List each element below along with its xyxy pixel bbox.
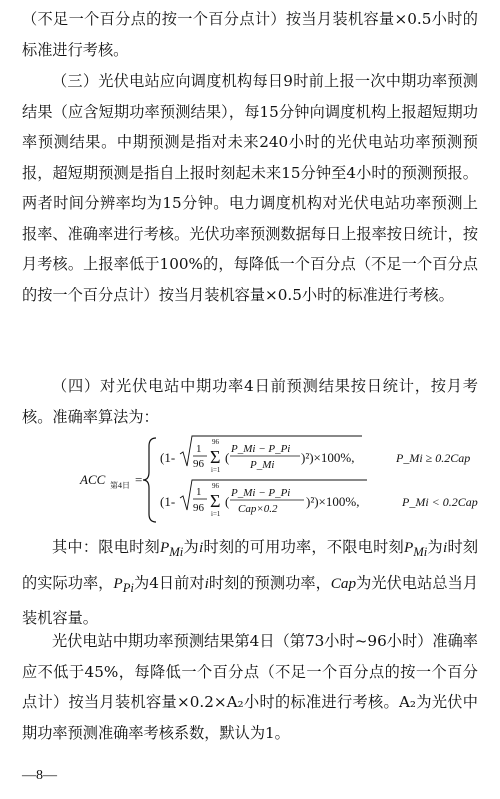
where-text-3: 时刻的可用功率，不限电时刻 xyxy=(203,538,404,556)
case2-tail: )²)×100%, xyxy=(306,494,360,509)
case1-sum-bot: i=1 xyxy=(211,466,221,474)
where-text-7: 时刻的预测功率， xyxy=(208,573,331,592)
paragraph-2: （三）光伏电站应向调度机构每日9时前上报一次中期功率预测结果（应含短期功率预测结果），每15分钟向调度机构上报超短期功率预测结果。中期预测是指对未来240小时的光伏电站功率预测预报，超短期预测是指自上报时刻起未来15分钟至4小时的预测预报。两者时间分辨率均为15分钟。电力调度机构对光伏电站功率预测上报率、准确率进行考核。光伏功率预测数据每日上报率按日统计，按月考核。上报率低于100%的，每降低一个百分点（不足一个百分点的按一个百分点计）按当月装机容量×0.5小时的标准进行考核。 xyxy=(22,72,478,304)
formula-brace xyxy=(143,438,156,522)
paragraph-3: （四）对光伏电站中期功率4日前预测结果按日统计，按月考核。准确率算法为： xyxy=(22,377,478,426)
symbol-cap: Cap xyxy=(330,574,357,592)
case2-frac-d: 96 xyxy=(193,502,204,514)
where-text-5: 时刻的实际功率， xyxy=(22,538,479,592)
formula-lhs-sub: 第4日 xyxy=(110,481,130,490)
symbol-i-3: i xyxy=(204,574,209,592)
paragraph-1: （不足一个百分点的按一个百分点计）按当月装机容量×0.5小时的标准进行考核。 xyxy=(22,10,478,59)
where-text-8: 为光伏电站总当月装机容量。 xyxy=(22,573,478,628)
where-text-1: 其中：限电时刻 xyxy=(52,538,160,556)
case2-sum-top: 96 xyxy=(212,482,219,490)
case1-num: P_Mi − P_Pi xyxy=(231,443,291,455)
case2-sum-bot: i=1 xyxy=(211,510,221,518)
case1-frac-n: 1 xyxy=(196,443,202,455)
symbol-i-2: i xyxy=(442,539,448,556)
case1-sum-sign: Σ xyxy=(210,447,221,467)
symbol-p-pi: $P_{Pi}$ xyxy=(113,574,134,595)
symbol-i: i xyxy=(198,539,204,556)
case2-cond: P_Mi < 0.2Cap xyxy=(402,495,478,509)
case1-paren: ( xyxy=(225,450,230,465)
where-text-4: 为 xyxy=(427,538,443,556)
case1-tail: )²)×100%, xyxy=(301,450,355,465)
formula-svg xyxy=(60,432,480,528)
accuracy-formula xyxy=(60,432,480,528)
case1-cond: P_Mi ≥ 0.2Cap xyxy=(396,451,471,465)
case1-den: P_Mi xyxy=(250,459,275,471)
symbol-p-mi-2: $P_{Mi}$ xyxy=(403,539,428,560)
formula-equals: = xyxy=(135,472,143,487)
formula-lhs: ACC xyxy=(80,472,106,487)
case1-frac-d: 96 xyxy=(193,458,204,470)
where-text-2: 为 xyxy=(183,538,199,556)
page-number: —8— xyxy=(22,768,57,783)
case2-sum-sign: Σ xyxy=(210,491,221,511)
case1-one: (1- xyxy=(160,450,176,465)
case2-den: Cap×0.2 xyxy=(238,503,278,515)
case2-one: (1- xyxy=(160,494,176,509)
case2-frac-n: 1 xyxy=(196,486,202,498)
case1-sum-top: 96 xyxy=(212,438,219,446)
case2-paren: ( xyxy=(225,494,230,509)
paragraph-4: 光伏电站中期功率预测结果第4日（第73小时~96小时）准确率应不低于45%，每降低一个百分点（不足一个百分点的按一个百分点计）按当月装机容量×0.2×A₂小时的标准进行考核。A₂为光伏中期功率预测准确率考核系数，默认为1。 xyxy=(22,632,478,742)
symbol-p-mi: $P_{Mi}$ xyxy=(159,539,184,560)
where-text-6: 为4日前对 xyxy=(133,573,205,592)
case2-num: P_Mi − P_Pi xyxy=(231,487,291,499)
paragraph-where xyxy=(22,532,478,634)
